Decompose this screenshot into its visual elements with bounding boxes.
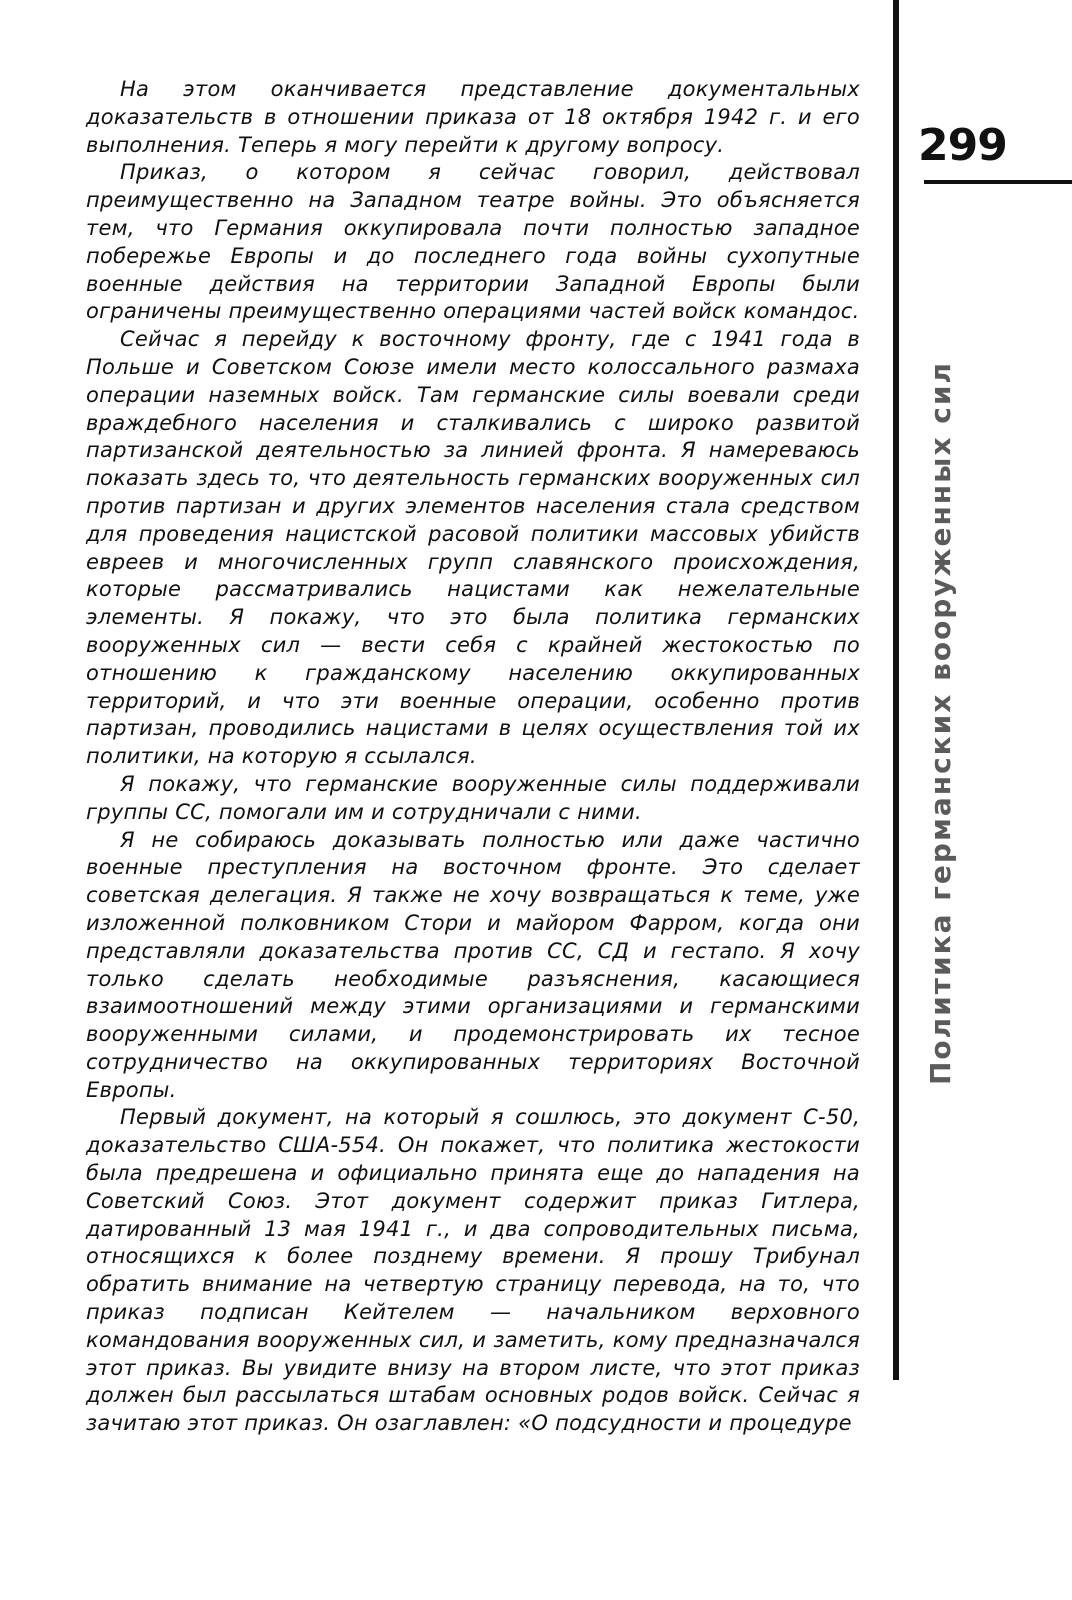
paragraph-4: Я покажу, что германские вооруженные силы поддерживали группы СС, помогали им и сотрудничали с ними. [86,771,860,824]
main-text-column [86,76,860,1438]
paragraph-5: Я не собираюсь доказывать полностью или даже частично военные преступления на восточном фронте. Это сделает советская делегация. Я также не хочу возвращаться к теме, уже изложенной полковником Стори и майором Фарром, когда они представляли доказательства против СС, СД и гестапо. Я хочу только сделать необходимые разъяснения, касающиеся взаимоотношений между этими организациями и германскими вооруженными силами, и продемонстрировать их тесное сотрудничество на оккупированных территориях Восточной Европы. [86,827,860,1102]
paragraph-3: Сейчас я перейду к восточному фронту, где с 1941 года в Польше и Советском Союзе имели место колоссального размаха операции наземных войск. Там германские силы воевали среди враждебного населения и сталкивались с широко развитой партизанской деятельностью за линией фронта. Я намереваюсь показать здесь то, что деятельность германских вооруженных сил против партизан и других элементов населения стала средством для проведения нацистской расовой политики массовых убийств евреев и многочисленных групп славянского происхождения, которые рассматривались нацистами как нежелательные элементы. Я покажу, что это была политика германских вооруженных сил — вести себя с крайней жестокостью по отношению к гражданскому населению оккупированных территорий, и что эти военные операции, особенно против партизан, проводились нацистами в целях осуществления той их политики, на которую я ссылался. [86,327,860,769]
page-number: 299 [918,120,1007,171]
paragraph-1: На этом оканчивается представление документальных доказательств в отношении приказа от 18 октября 1942 г. и его выполнения. Теперь я могу перейти к другому вопросу. [86,77,860,157]
header-rule [924,180,1072,184]
paragraph-6: Первый документ, на который я сошлюсь, это документ С-50, доказательство США-554. Он покажет, что политика жестокости была предрешена и официально принята еще до нападения на Советский Союз. Этот документ содержит приказ Гитлера, датированный 13 мая 1941 г., и два сопроводительных письма, относящихся к более позднему времени. Я прошу Трибунал обратить внимание на четвертую страницу перевода, на то, что приказ подписан Кейтелем — начальником верховного командования вооруженных сил, и заметить, кому предназначался этот приказ. Вы увидите внизу на втором листе, что этот приказ должен был рассылаться штабам основных родов войск. Сейчас я зачитаю этот приказ. Он озаглавлен: «О подсудности и процедуре [86,1105,860,1436]
paragraph-2: Приказ, о котором я сейчас говорил, действовал преимущественно на Западном театре войны. Это объясняется тем, что Германия оккупировала почти полностью западное побережье Европы и до последнего года войны сухопутные военные действия на территории Западной Европы были ограничены преимущественно операциями частей войск командос. [86,160,860,324]
margin-vertical-rule [893,0,899,1380]
running-head [924,215,957,1085]
running-head-text: Политика германских вооруженных сил [924,361,957,1085]
